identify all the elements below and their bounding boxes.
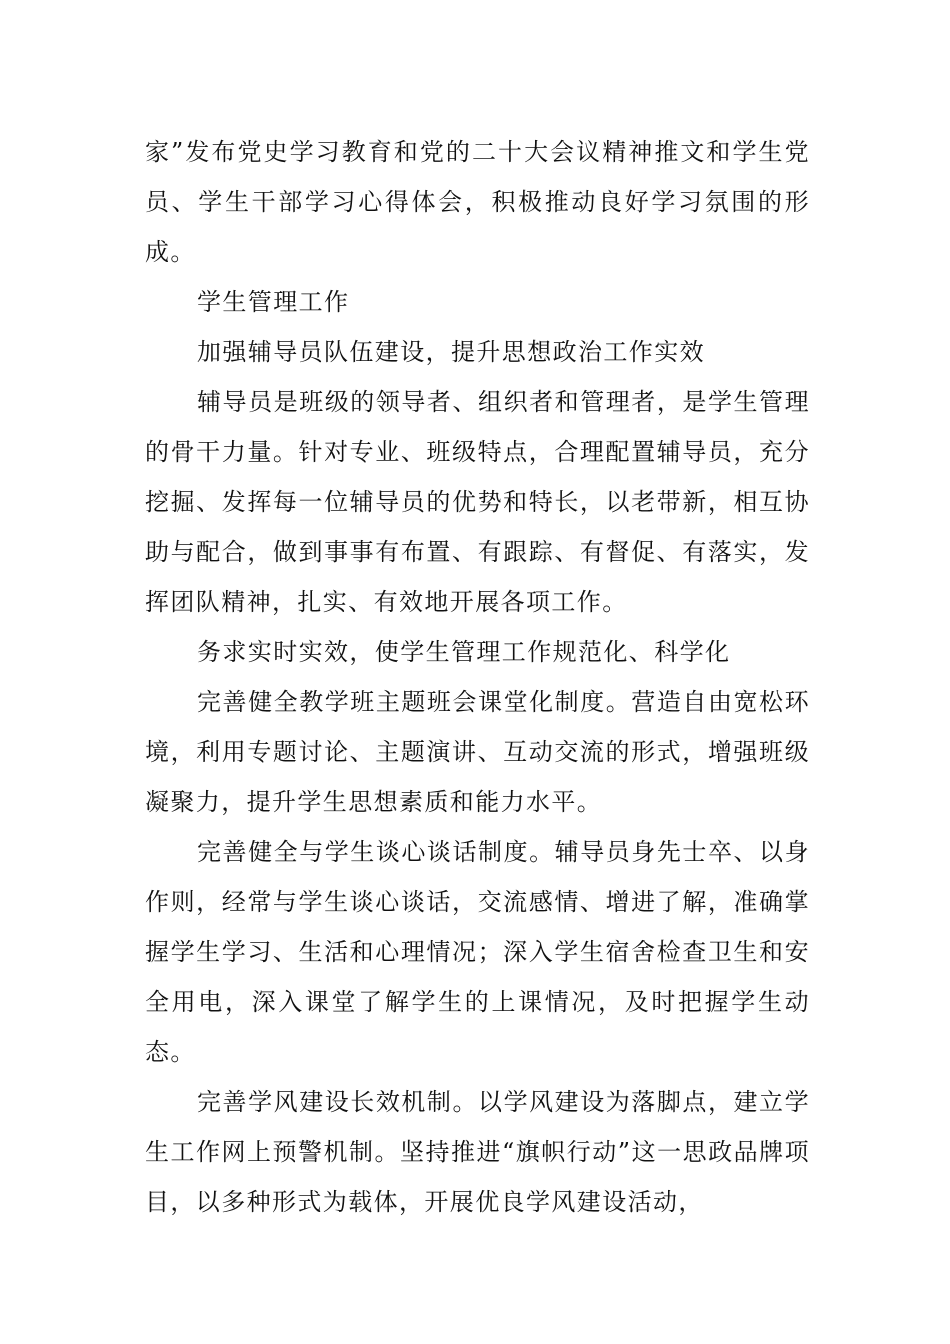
heading-student-management: 学生管理工作 [197,288,350,316]
document-page [145,127,810,1227]
paragraph-study-style: 完善学风建设长效机制。以学风建设为落脚点，建立学生工作网上预警机制。坚持推进“旗帜行动”这一思政品牌项目，以多种形式为载体，开展优良学风建设活动， [145,1088,810,1216]
paragraph-counselor: 辅导员是班级的领导者、组织者和管理者，是学生管理的骨干力量。针对专业、班级特点，合理配置辅导员，充分挖掘、发挥每一位辅导员的优势和特长，以老带新，相互协助与配合，做到事事有布置、有跟踪、有督促、有落实，发挥团队精神，扎实、有效地开展各项工作。 [145,388,810,616]
paragraph-heart-talk: 完善健全与学生谈心谈话制度。辅导员身先士卒、以身作则，经常与学生谈心谈话，交流感情、增进了解，准确掌握学生学习、生活和心理情况；深入学生宿舍检查卫生和安全用电，深入课堂了解学生的上课情况，及时把握学生动态。 [145,838,810,1066]
paragraph-continued: 家”发布党史学习教育和党的二十大会议精神推文和学生党员、学生干部学习心得体会，积极推动良好学习氛围的形成。 [145,138,810,266]
heading-counselor-team: 加强辅导员队伍建设，提升思想政治工作实效 [197,338,705,366]
heading-standardize: 务求实时实效，使学生管理工作规范化、科学化 [197,638,731,666]
paragraph-class-meeting: 完善健全教学班主题班会课堂化制度。营造自由宽松环境，利用专题讨论、主题演讲、互动交流的形式，增强班级凝聚力，提升学生思想素质和能力水平。 [145,688,810,816]
